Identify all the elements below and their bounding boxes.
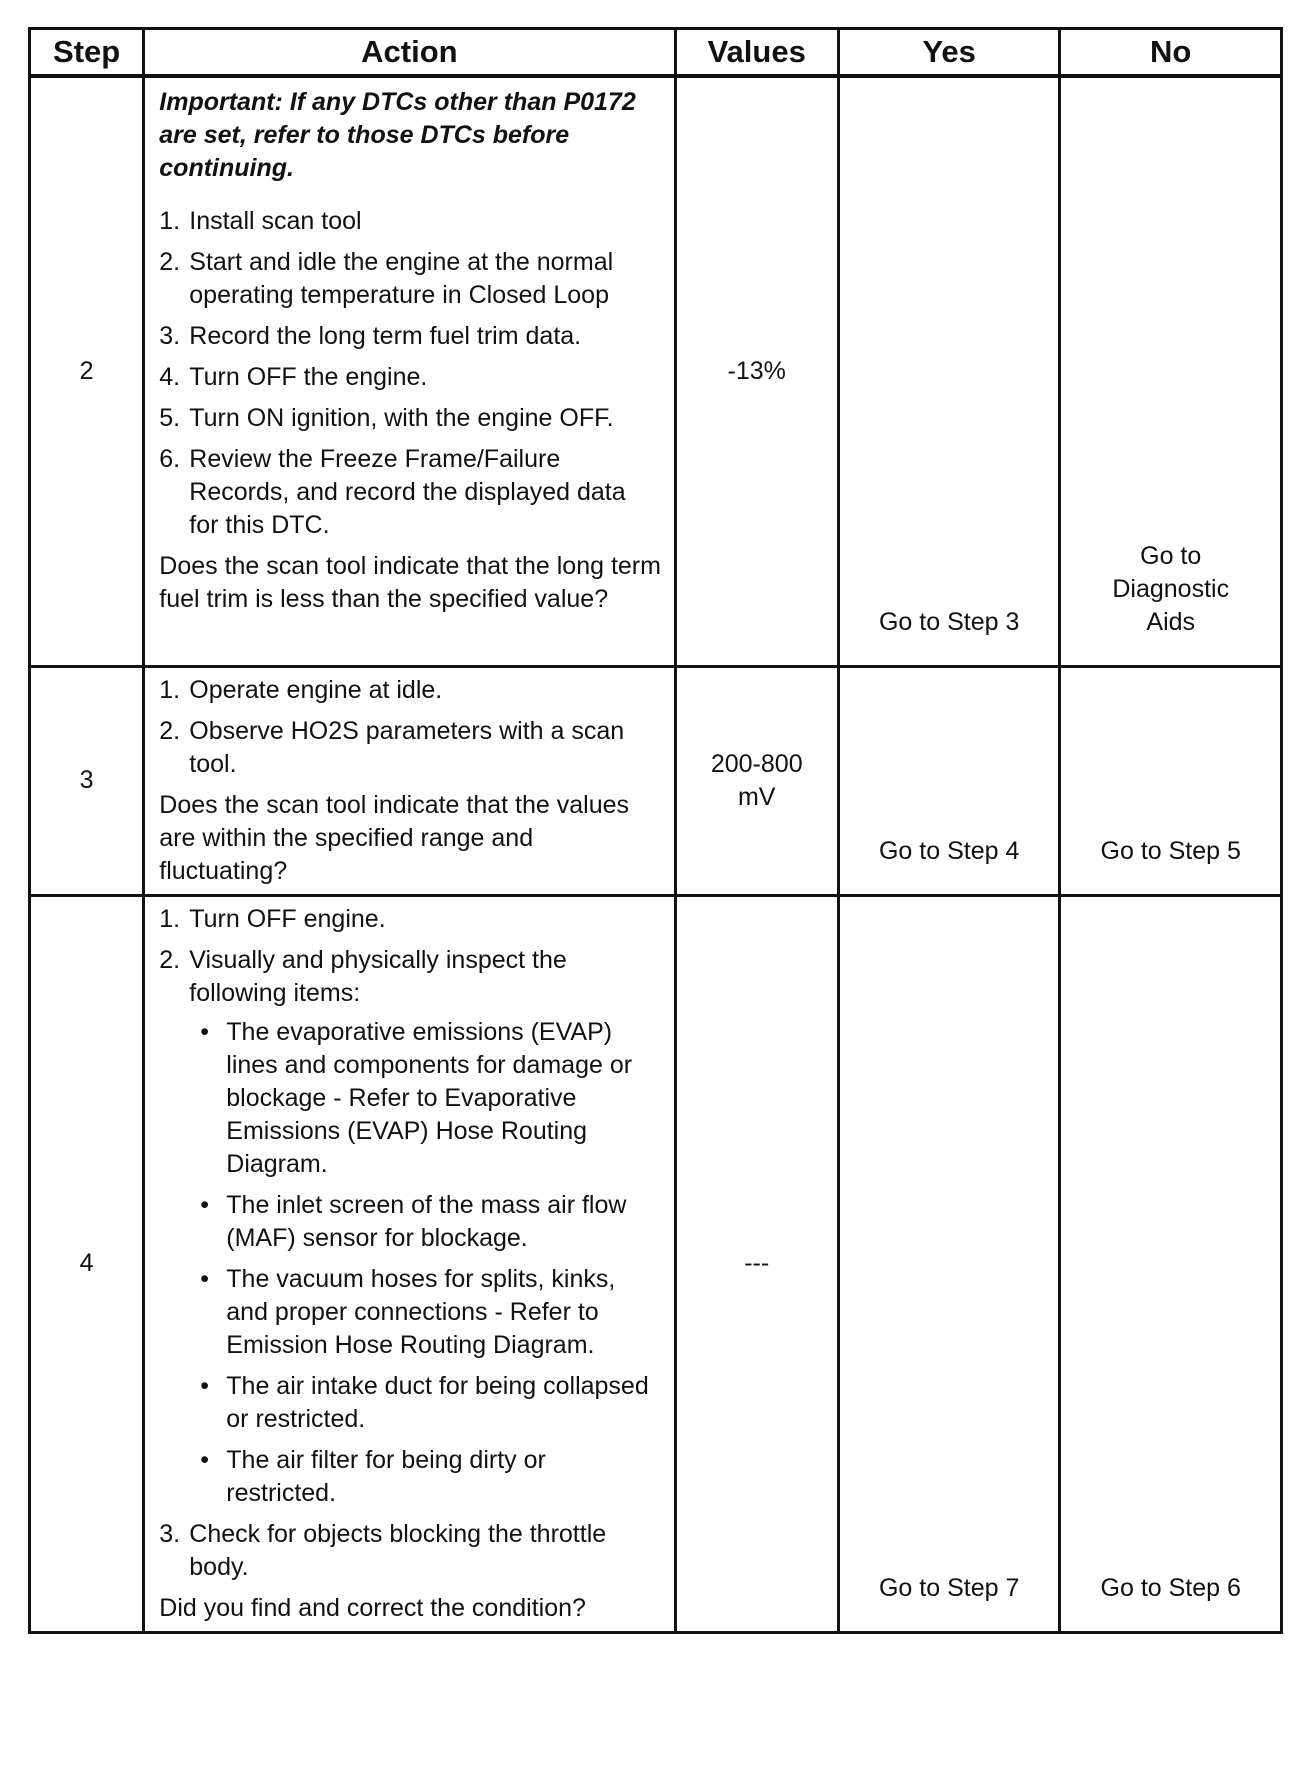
- important-note: Important: If any DTCs other than P0172 are set, refer to those DTCs before continuing.: [159, 88, 636, 182]
- action-step: [159, 205, 661, 238]
- action-step: [159, 361, 661, 394]
- inspection-text: The vacuum hoses for splits, kinks, and proper connections - Refer to Emission Hose Routing Diagram.: [226, 1264, 616, 1359]
- inspection-item: [189, 1263, 661, 1362]
- step-text: Review the Freeze Frame/Failure Records, and record the displayed data for this DTC.: [189, 445, 626, 539]
- step-text: Observe HO2S parameters with a scan tool.: [189, 716, 625, 778]
- action-question: Did you find and correct the condition?: [159, 1593, 586, 1622]
- action-cell: [144, 666, 675, 895]
- action-step: [159, 944, 661, 1510]
- action-step: [159, 402, 661, 435]
- yes-cell: Go to Step 3: [838, 76, 1060, 666]
- step-text: Turn ON ignition, with the engine OFF.: [189, 404, 614, 432]
- value-cell: ---: [675, 895, 838, 1632]
- header-no: No: [1060, 29, 1282, 77]
- header-yes: Yes: [838, 29, 1060, 77]
- action-steps: [159, 903, 661, 1584]
- action-step: [159, 674, 661, 707]
- value-cell: 200-800 mV: [675, 666, 838, 895]
- step-index: 1.: [159, 904, 181, 933]
- inspection-list: [189, 1016, 661, 1510]
- step-text: Operate engine at idle.: [189, 675, 443, 704]
- step-index: 2.: [159, 945, 181, 974]
- action-cell: [144, 895, 675, 1632]
- yes-cell: Go to Step 4: [838, 666, 1060, 895]
- step-text: Check for objects blocking the throttle body.: [189, 1519, 607, 1581]
- no-cell: Go to Step 5: [1060, 666, 1282, 895]
- action-step: [159, 1518, 661, 1584]
- bullet-icon: •: [200, 1017, 210, 1046]
- action-question: Does the scan tool indicate that the values are within the specified range and fluctuating?: [159, 790, 630, 885]
- step-index: 2.: [159, 248, 181, 276]
- inspection-item: [189, 1016, 661, 1181]
- no-cell: Go to Diagnostic Aids: [1060, 76, 1282, 666]
- step-text: Install scan tool: [189, 207, 362, 235]
- inspection-text: The air intake duct for being collapsed or restricted.: [226, 1371, 649, 1433]
- action-step: [159, 903, 661, 936]
- table-row-step-4: [30, 895, 1282, 1632]
- inspection-text: The inlet screen of the mass air flow (MAF) sensor for blockage.: [226, 1190, 627, 1252]
- action-step: [159, 320, 661, 353]
- action-step: [159, 443, 661, 542]
- inspection-item: [189, 1444, 661, 1510]
- action-step: [159, 246, 661, 312]
- step-text: Turn OFF the engine.: [189, 363, 428, 391]
- header-step: Step: [30, 29, 144, 77]
- bullet-icon: •: [200, 1371, 210, 1400]
- step-number: 4: [30, 895, 144, 1632]
- step-index: 5.: [159, 404, 181, 432]
- bullet-icon: •: [200, 1264, 210, 1293]
- action-question: Does the scan tool indicate that the long term fuel trim is less than the specified value?: [159, 552, 661, 613]
- step-index: 3.: [159, 322, 181, 350]
- step-text: Visually and physically inspect the following items:: [189, 945, 567, 1007]
- bullet-icon: •: [200, 1190, 210, 1219]
- inspection-text: The evaporative emissions (EVAP) lines and components for damage or blockage - Refer to Evaporative Emissions (EVAP) Hose Routing Diagram.: [226, 1017, 633, 1178]
- table-row-step-3: [30, 666, 1282, 895]
- table-row-step-2: [30, 76, 1282, 666]
- step-text: Turn OFF engine.: [189, 904, 386, 933]
- step-index: 2.: [159, 716, 181, 745]
- step-index: 1.: [159, 675, 181, 704]
- step-text: Record the long term fuel trim data.: [189, 322, 582, 350]
- action-cell: [144, 76, 675, 666]
- step-index: 1.: [159, 207, 181, 235]
- bullet-icon: •: [200, 1445, 210, 1474]
- diagnostic-table: [28, 27, 1283, 1634]
- inspection-item: [189, 1370, 661, 1436]
- action-steps: [159, 674, 661, 781]
- step-index: 6.: [159, 445, 181, 473]
- step-number: 3: [30, 666, 144, 895]
- yes-cell: Go to Step 7: [838, 895, 1060, 1632]
- no-cell: Go to Step 6: [1060, 895, 1282, 1632]
- header-values: Values: [675, 29, 838, 77]
- header-action: Action: [144, 29, 675, 77]
- step-text: Start and idle the engine at the normal operating temperature in Closed Loop: [189, 248, 614, 309]
- step-index: 3.: [159, 1519, 181, 1548]
- header-row: [30, 29, 1282, 77]
- inspection-item: [189, 1189, 661, 1255]
- step-number: 2: [30, 76, 144, 666]
- inspection-text: The air filter for being dirty or restricted.: [226, 1445, 546, 1507]
- value-cell: -13%: [675, 76, 838, 666]
- action-step: [159, 715, 661, 781]
- action-steps: [159, 205, 661, 542]
- step-index: 4.: [159, 363, 181, 391]
